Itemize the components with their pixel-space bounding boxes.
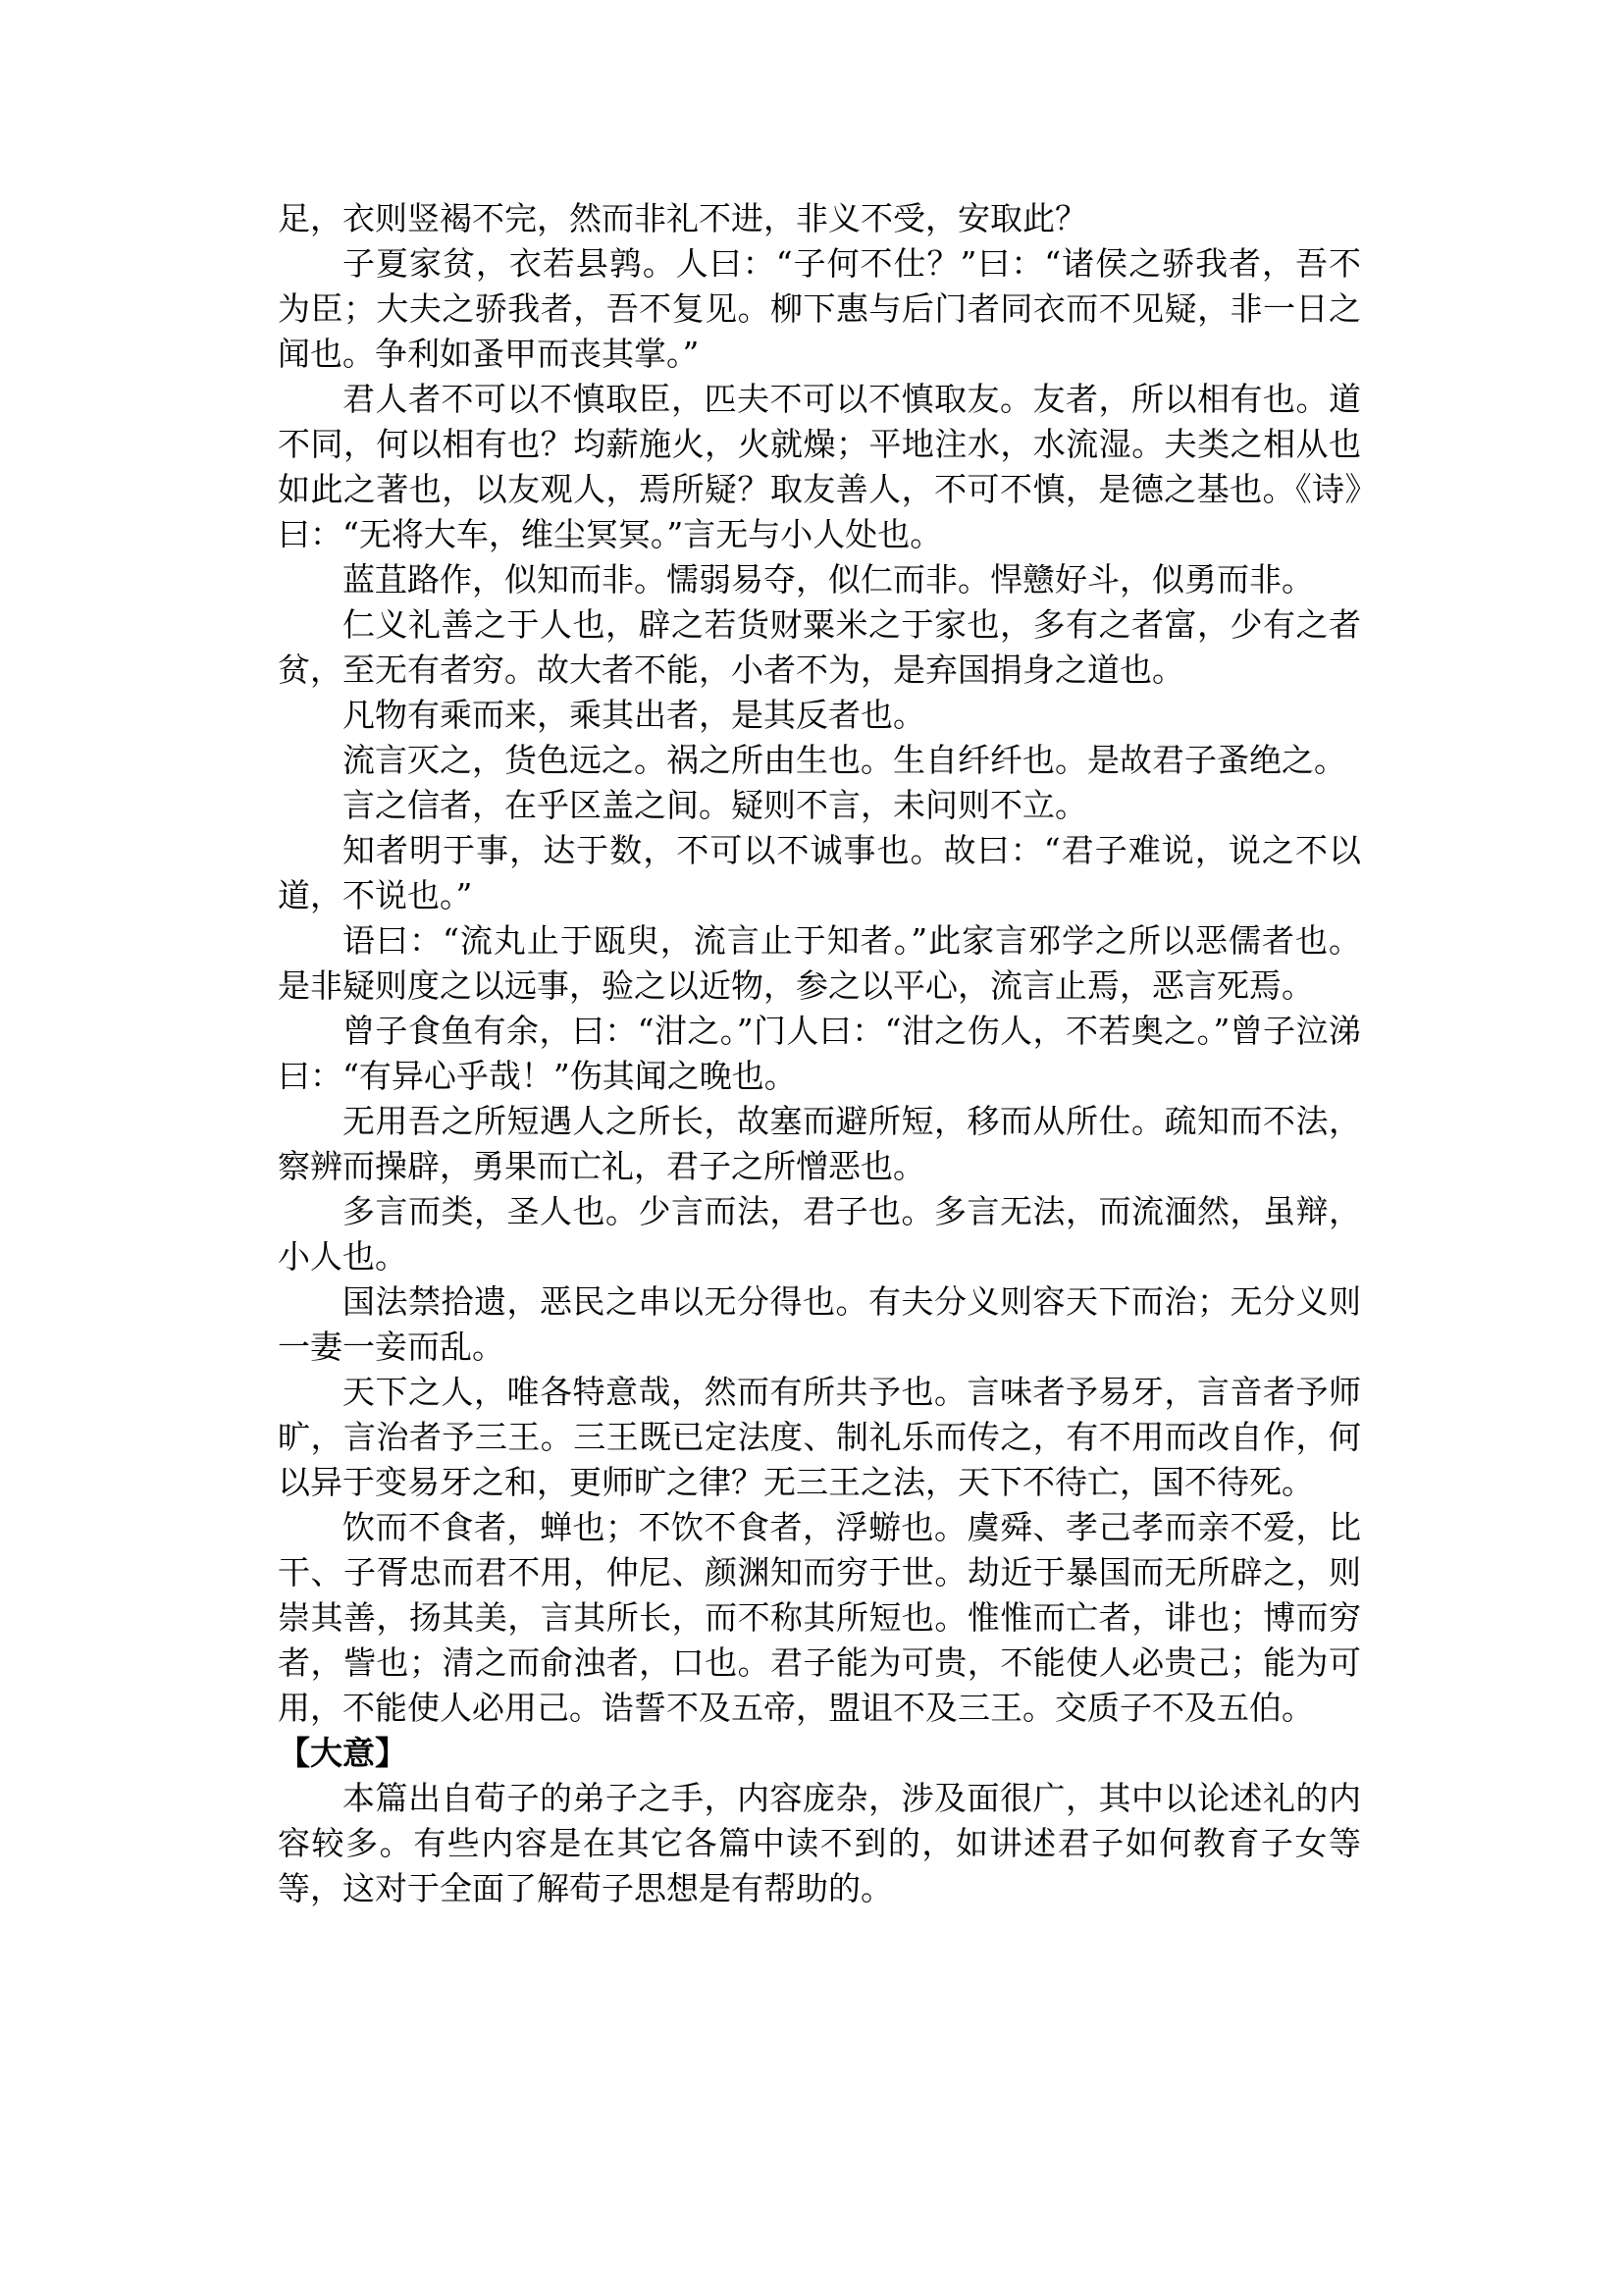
paragraph: 凡物有乘而来，乘其出者，是其反者也。 <box>342 696 925 734</box>
paragraph: 流言灭之，货色远之。祸之所由生也。生自纤纤也。是故君子蚤绝之。 <box>342 741 1346 779</box>
paragraph: 曾子食鱼有余，曰：“泔之。”门人曰：“泔之伤人，不若奥之。”曾子泣涕曰：“有异心乎哉！”伤其闻之晚也。 <box>278 1012 1361 1095</box>
section-heading: 【大意】 <box>278 1734 407 1772</box>
paragraph: 蓝苴路作，似知而非。懦弱易夺，似仁而非。悍戆好斗，似勇而非。 <box>342 560 1314 599</box>
paragraph: 仁义礼善之于人也，辟之若货财粟米之于家也，多有之者富，少有之者贫，至无有者穷。故大者不能，小者不为，是弃国捐身之道也。 <box>278 605 1361 689</box>
paragraph: 知者明于事，达于数，不可以不诚事也。故曰：“君子难说，说之不以道，不说也。” <box>278 831 1361 914</box>
paragraph: 言之信者，在乎区盖之间。疑则不言，未问则不立。 <box>342 786 1087 824</box>
summary-paragraph: 本篇出自荀子的弟子之手，内容庞杂，涉及面很广，其中以论述礼的内容较多。有些内容是在其它各篇中读不到的，如讲述君子如何教育子女等等，这对于全面了解荀子思想是有帮助的。 <box>278 1779 1361 1907</box>
paragraph: 国法禁拾遗，恶民之串以无分得也。有夫分义则容天下而治；无分义则一妻一妾而乱。 <box>278 1282 1361 1366</box>
paragraph: 饮而不食者，蝉也；不饮不食者，浮蝣也。虞舜、孝己孝而亲不爱，比干、子胥忠而君不用，仲尼、颜渊知而穷于世。劫近于暴国而无所辟之，则崇其善，扬其美，言其所长，而不称其所短也。惟惟而亡者，诽也；博而穷者，訾也；清之而俞浊者，口也。君子能为可贵，不能使人必贵己；能为可用，不能使人必用己。诰誓不及五帝，盟诅不及三王。交质子不及五伯。 <box>278 1508 1361 1727</box>
paragraph: 子夏家贫，衣若县鹑。人曰：“子何不仕？”曰：“诸侯之骄我者，吾不为臣；大夫之骄我者，吾不复见。柳下惠与后门者同衣而不见疑，非一日之闻也。争利如蚤甲而丧其掌。” <box>278 244 1361 373</box>
continuation-paragraph: 足，衣则竖褐不完，然而非礼不进，非义不受，安取此？ <box>278 199 1087 237</box>
paragraph: 多言而类，圣人也。少言而法，君子也。多言无法，而流湎然，虽辩，小人也。 <box>278 1192 1361 1276</box>
document-body <box>278 196 1361 1911</box>
paragraph: 天下之人，唯各特意哉，然而有所共予也。言味者予易牙，言音者予师旷，言治者予三王。三王既已定法度、制礼乐而传之，有不用而改自作，何以异于变易牙之和，更师旷之律？无三王之法，天下不待亡，国不待死。 <box>278 1373 1361 1501</box>
paragraph: 君人者不可以不慎取臣，匹夫不可以不慎取友。友者，所以相有也。道不同，何以相有也？均薪施火，火就燥；平地注水，水流湿。夫类之相从也如此之著也，以友观人，焉所疑？取友善人，不可不慎，是德之基也。《诗》曰：“无将大车，维尘冥冥。”言无与小人处也。 <box>278 380 1361 553</box>
paragraph: 无用吾之所短遇人之所长，故塞而避所短，移而从所仕。疏知而不法，察辨而操辟，勇果而亡礼，君子之所憎恶也。 <box>278 1102 1361 1185</box>
paragraph: 语曰：“流丸止于瓯臾，流言止于知者。”此家言邪学之所以恶儒者也。是非疑则度之以远事，验之以近物，参之以平心，流言止焉，恶言死焉。 <box>278 921 1361 1005</box>
